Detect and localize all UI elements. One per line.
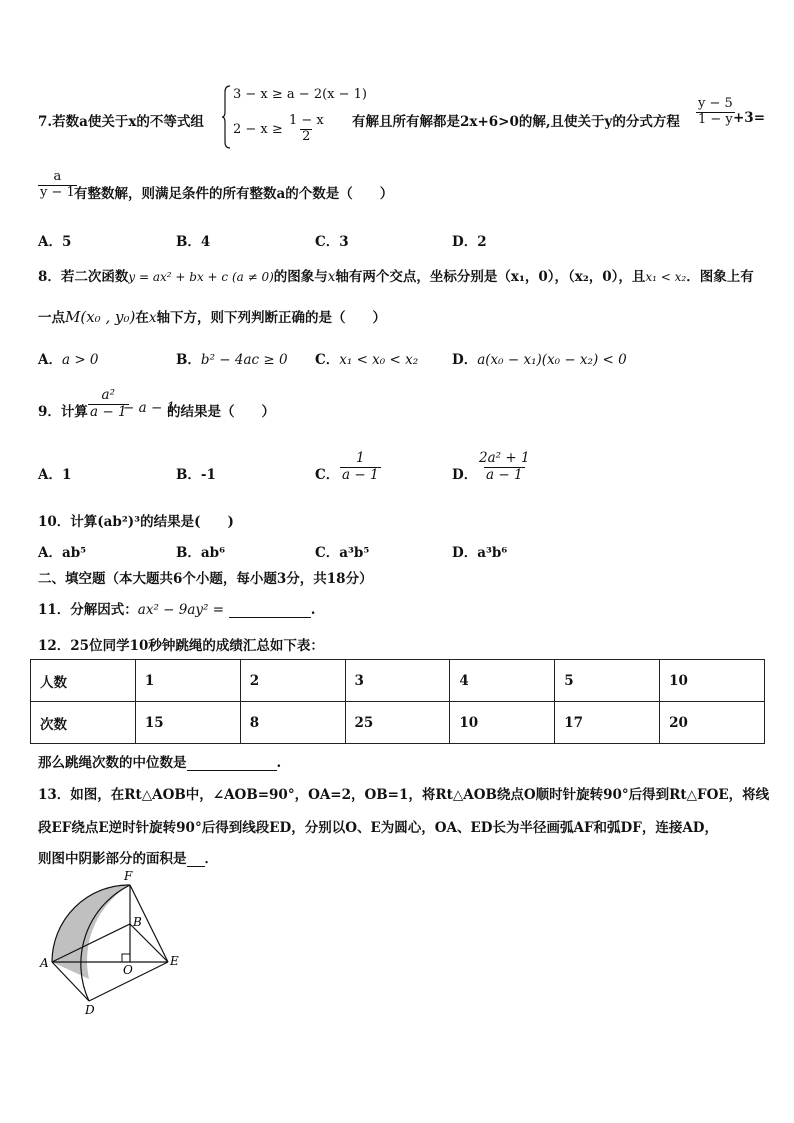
q7-middle: 有解且所有解都是2x+6>0的解,且使关于y的分式方程 [352,114,680,130]
q8-option-b: B．b² − 4ac ≥ 0 [176,352,288,368]
q10-option-a: A．ab⁵ [38,545,87,561]
geometry-figure [36,868,186,1016]
table-cell: 10 [660,660,765,702]
q7-inequality-system [221,84,367,150]
q9-option-c-label: C． [315,467,340,483]
table-row [31,660,765,702]
q7-inequality-1: 3 − x ≥ a − 2(x − 1) [233,87,367,102]
label-a: A [40,956,49,970]
q8-line1-x: x [327,269,336,285]
table-cell: 人数 [31,660,136,702]
q7-frac2-denominator: y − 1 [40,184,75,200]
q10-stem: 10．计算(ab²)³的结果是( ) [38,514,234,530]
q8-line1-c: 轴有两个交点，坐标分别是（x₁，0），（x₂，0），且 [335,269,646,285]
q11-prefix: 11．分解因式： [38,602,138,618]
q8-line1 [38,265,754,285]
q9-prefix: 9．计算 [38,404,88,420]
q7-inequality-2 [233,114,326,145]
q8-line1-d: ．图象上有 [686,269,754,285]
table-cell: 20 [660,702,765,744]
q8-point: M(x₀ , y₀) [65,308,136,326]
table-cell: 3 [345,660,450,702]
brace-icon [221,84,231,150]
q9-option-a: A．1 [38,467,72,483]
shaded-region [52,885,130,979]
q9-rest: − a − 1 [123,400,176,416]
label-e: E [170,954,179,968]
q12-stem: 12．25位同学10秒钟跳绳的成绩汇总如下表： [38,638,324,654]
table-cell: 2 [240,660,345,702]
q8-option-c: C．x₁ < x₀ < x₂ [315,352,419,368]
table-cell: 1 [135,660,240,702]
q13-answer-blank[interactable] [187,852,205,867]
label-f: F [124,869,133,883]
table-cell: 次数 [31,702,136,744]
q7-fraction-2 [38,170,77,201]
q8-condition: x₁ < x₂ [645,270,687,284]
table-cell: 10 [450,702,555,744]
q7-option-d: D．2 [452,234,487,250]
q7-plus-three: +3= [733,110,766,126]
q9-option-d-label: D． [452,467,478,483]
q7-option-a: A．5 [38,234,72,250]
table-cell: 4 [450,660,555,702]
q7-frac1-denominator: 1 − y [698,111,733,127]
q7-inequality-2-left: 2 − x ≥ [233,121,283,137]
q8-line2-x: x [148,310,157,326]
q8-line2-a: 一点 [38,310,65,326]
table-cell: 15 [135,702,240,744]
q11-answer-blank[interactable] [229,603,311,618]
q8-line1-a: 8．若二次函数 [38,269,129,285]
q8-line1-b: 的图象与 [273,269,328,285]
q13-line2: 段EF绕点E逆时针旋转90°后得到线段ED，分别以O、E为圆心，OA、ED长为半径画弧AF和弧DF，连接AD， [38,820,719,836]
q13-line1: 13．如图，在Rt△AOB中，∠AOB=90°，OA=2，OB=1，将Rt△AOB绕点O顺时针旋转90°后得到Rt△FOE，将线 [38,787,770,803]
q8-option-a: A．a > 0 [38,352,99,368]
label-d: D [85,1003,95,1016]
q7-ineq2-numerator: 1 − x [288,113,324,128]
q9-option-c-fraction: $\frac{1}{a - 1}$ [342,450,379,483]
q8-line2 [38,306,386,326]
table-cell: 8 [240,702,345,744]
q10-option-d: D．a³b⁶ [452,545,508,561]
q12-question: 那么跳绳次数的中位数是 . [38,755,282,771]
q7-fraction-1 [696,97,735,128]
table-cell: 17 [555,702,660,744]
q7-prefix: 7.若数a使关于x的不等式组 [38,114,204,130]
right-angle-mark [122,954,130,962]
q12-answer-blank[interactable] [187,756,277,771]
q7-ineq2-denominator: 2 [302,128,311,144]
table-cell: 5 [555,660,660,702]
table-row [31,702,765,744]
line-be [130,924,168,962]
q8-option-d: D．a(x₀ − x₁)(x₀ − x₂) < 0 [452,352,627,368]
q9-numerator: a² [101,387,115,403]
q7-option-b: B．4 [176,234,211,250]
q9-denominator: a − 1 [90,403,127,420]
label-b: B [133,915,142,929]
q10-option-b: B．ab⁶ [176,545,226,561]
section-heading: 二、填空题（本大题共6个小题，每小题3分，共18分） [38,571,373,587]
q9-option-d-fraction: $\frac{\text{2a² + 1}}{a - 1}$ [479,450,530,483]
q8-function-expr: y = ax² + bx + c (a ≠ 0) [128,270,274,284]
q13-line3: 则图中阴影部分的面积是 ． [38,851,218,867]
score-table [30,659,765,744]
q12-after: 那么跳绳次数的中位数是 [38,755,187,771]
label-o: O [123,963,133,977]
table-cell: 25 [345,702,450,744]
q10-option-c: C．a³b⁵ [315,545,370,561]
q7-option-c: C．3 [315,234,349,250]
q7-tail: 有整数解，则满足条件的所有整数a的个数是（ ） [74,186,394,202]
q9-suffix: 的结果是（ ） [167,404,275,420]
q9-option-b: B．-1 [176,467,216,483]
q7-inequality-2-fraction [287,114,326,145]
q8-line2-c: 轴下方，则下列判断正确的是（ ） [156,310,386,326]
q11-expression: ax² − 9ay² = [137,602,225,618]
q7-frac2-numerator: a [53,169,62,184]
q13-line3-text: 则图中阴影部分的面积是 [38,851,187,867]
q8-line2-b: 在 [135,310,149,326]
q7-frac1-numerator: y − 5 [698,96,733,111]
q11: 11．分解因式：ax² − 9ay² = . [38,602,316,618]
